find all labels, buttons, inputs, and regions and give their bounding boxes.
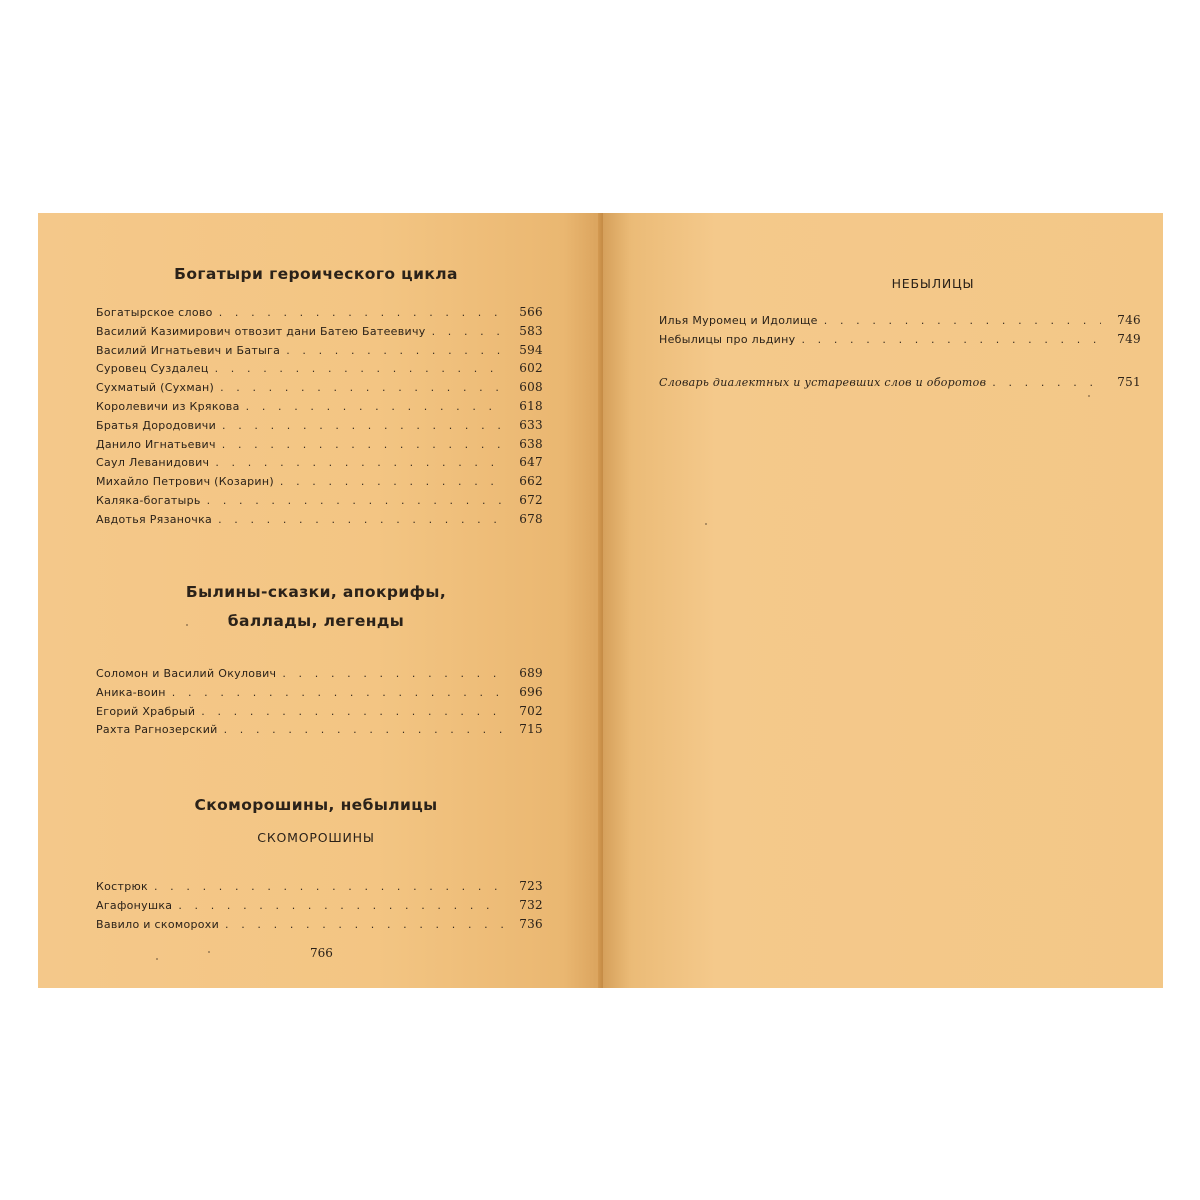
toc-entry-page: 566 (519, 305, 543, 319)
toc-entry-page: 638 (519, 436, 543, 451)
toc-entry-title: Словарь диалектных и устаревших слов и оборотов (659, 376, 987, 389)
toc-leader (201, 705, 503, 718)
toc-list-nebylitsy (659, 313, 1141, 351)
toc-leader (154, 880, 503, 893)
toc-leader (286, 344, 503, 357)
toc-leader (215, 456, 503, 469)
toc-entry-page: 594 (519, 342, 543, 357)
toc-entry (96, 898, 543, 917)
toc-leader (225, 918, 503, 931)
toc-entry (96, 437, 543, 456)
toc-entry-page: 608 (519, 380, 543, 395)
toc-entry-page: 746 (1117, 313, 1141, 327)
toc-entry-page: 736 (519, 916, 543, 931)
toc-leader (222, 438, 503, 451)
paper-speck (156, 958, 158, 960)
section-heading-heroic: Богатыри героического цикла (174, 265, 458, 283)
toc-entry-title: Василий Казимирович отвозит дани Батею Батеевичу (96, 324, 426, 338)
toc-leader (282, 667, 503, 680)
toc-entry-page: 715 (519, 722, 543, 737)
toc-entry (96, 474, 543, 493)
toc-entry (96, 704, 543, 723)
toc-entry-title: Суровец Суздалец (96, 362, 209, 376)
toc-entry (96, 305, 543, 324)
toc-entry-title: Агафонушка (96, 898, 173, 912)
toc-leader (432, 325, 503, 338)
toc-leader (222, 419, 503, 432)
toc-entry-page: 749 (1117, 331, 1141, 346)
toc-entry (96, 685, 543, 704)
toc-entry-page: 689 (519, 666, 543, 680)
toc-leader (219, 306, 503, 319)
toc-entry-title: Саул Леванидович (96, 456, 210, 470)
toc-entry-page: 723 (519, 879, 543, 893)
section-heading-tales-line1: Былины-сказки, апокрифы, (185, 583, 447, 601)
toc-entry-title: Вавило и скоморохи (96, 917, 220, 931)
page-number: 766 (310, 946, 333, 960)
toc-leader (280, 475, 503, 488)
toc-entry (96, 324, 543, 343)
toc-entry-title: Соломон и Василий Окулович (96, 667, 277, 680)
toc-entry-page: 618 (519, 398, 543, 413)
toc-entry-title: Авдотья Рязаночка (96, 512, 213, 526)
toc-entry-page: 696 (519, 684, 543, 699)
toc-entry (96, 512, 543, 531)
toc-entry-title: Небылицы про льдину (659, 332, 796, 346)
toc-entry (96, 917, 543, 936)
toc-entry-page: 678 (519, 511, 543, 526)
paper-speck (208, 951, 210, 953)
toc-entry-title: Рахта Рагнозерский (96, 723, 218, 737)
right-page (603, 213, 1163, 988)
toc-entry-title: Каляка-богатырь (96, 493, 201, 507)
toc-entry-title: Аника-воин (96, 685, 166, 699)
toc-entry-title: Василий Игнатьевич и Батыга (96, 343, 281, 357)
toc-list-heroic (96, 305, 543, 531)
toc-entry-page: 662 (519, 474, 543, 489)
toc-entry (96, 722, 543, 741)
toc-leader (224, 723, 503, 736)
toc-entry (96, 361, 543, 380)
toc-entry (96, 380, 543, 399)
book-spread (38, 213, 1163, 988)
toc-entry (96, 455, 543, 474)
toc-entry-glossary (659, 375, 1141, 394)
toc-leader (801, 333, 1101, 346)
toc-leader (178, 899, 503, 912)
section-heading-tales-line2: баллады, легенды (227, 612, 405, 630)
paper-speck (705, 523, 707, 525)
toc-entry-title: Кострюк (96, 880, 148, 893)
toc-entry (659, 332, 1141, 351)
toc-leader (220, 381, 503, 394)
toc-entry-page: 672 (519, 492, 543, 507)
toc-entry (96, 666, 543, 685)
subsection-heading-skomoroshiny: СКОМОРОШИНЫ (257, 830, 375, 845)
toc-list-glossary (659, 375, 1141, 394)
toc-entry (659, 313, 1141, 332)
toc-leader (172, 686, 503, 699)
toc-entry-title: Илья Муромец и Идолище (659, 314, 818, 327)
toc-entry (96, 418, 543, 437)
toc-leader (215, 362, 503, 375)
toc-entry-page: 647 (519, 455, 543, 470)
paper-speck (186, 624, 188, 626)
toc-entry-title: Сухматый (Сухман) (96, 381, 215, 395)
toc-entry-page: 633 (519, 417, 543, 432)
toc-entry-title: Братья Дородовичи (96, 418, 217, 432)
toc-entry (96, 879, 543, 898)
toc-entry-page: 732 (519, 897, 543, 912)
toc-leader (246, 400, 503, 413)
toc-leader (824, 314, 1101, 327)
section-heading-skomoroshiny: Скоморошины, небылицы (194, 796, 438, 814)
toc-entry-title: Михайло Петрович (Козарин) (96, 475, 274, 489)
toc-entry-page: 702 (519, 703, 543, 718)
paper-speck (1088, 395, 1090, 397)
toc-leader (207, 494, 503, 507)
toc-entry-title: Егорий Храбрый (96, 704, 196, 718)
toc-entry-title: Богатырское слово (96, 306, 213, 319)
toc-entry-page: 602 (519, 361, 543, 376)
toc-entry-page: 583 (519, 323, 543, 338)
toc-list-skomoroshiny (96, 879, 543, 935)
toc-entry-page: 751 (1117, 375, 1141, 389)
toc-list-tales (96, 666, 543, 741)
toc-entry-title: Данило Игнатьевич (96, 437, 216, 451)
subsection-heading-nebylitsy: НЕБЫЛИЦЫ (891, 276, 975, 291)
toc-entry (96, 399, 543, 418)
toc-leader (218, 513, 503, 526)
toc-entry (96, 493, 543, 512)
left-page (38, 213, 603, 988)
toc-leader (992, 376, 1101, 389)
toc-entry-title: Королевичи из Крякова (96, 399, 240, 413)
toc-entry (96, 343, 543, 362)
